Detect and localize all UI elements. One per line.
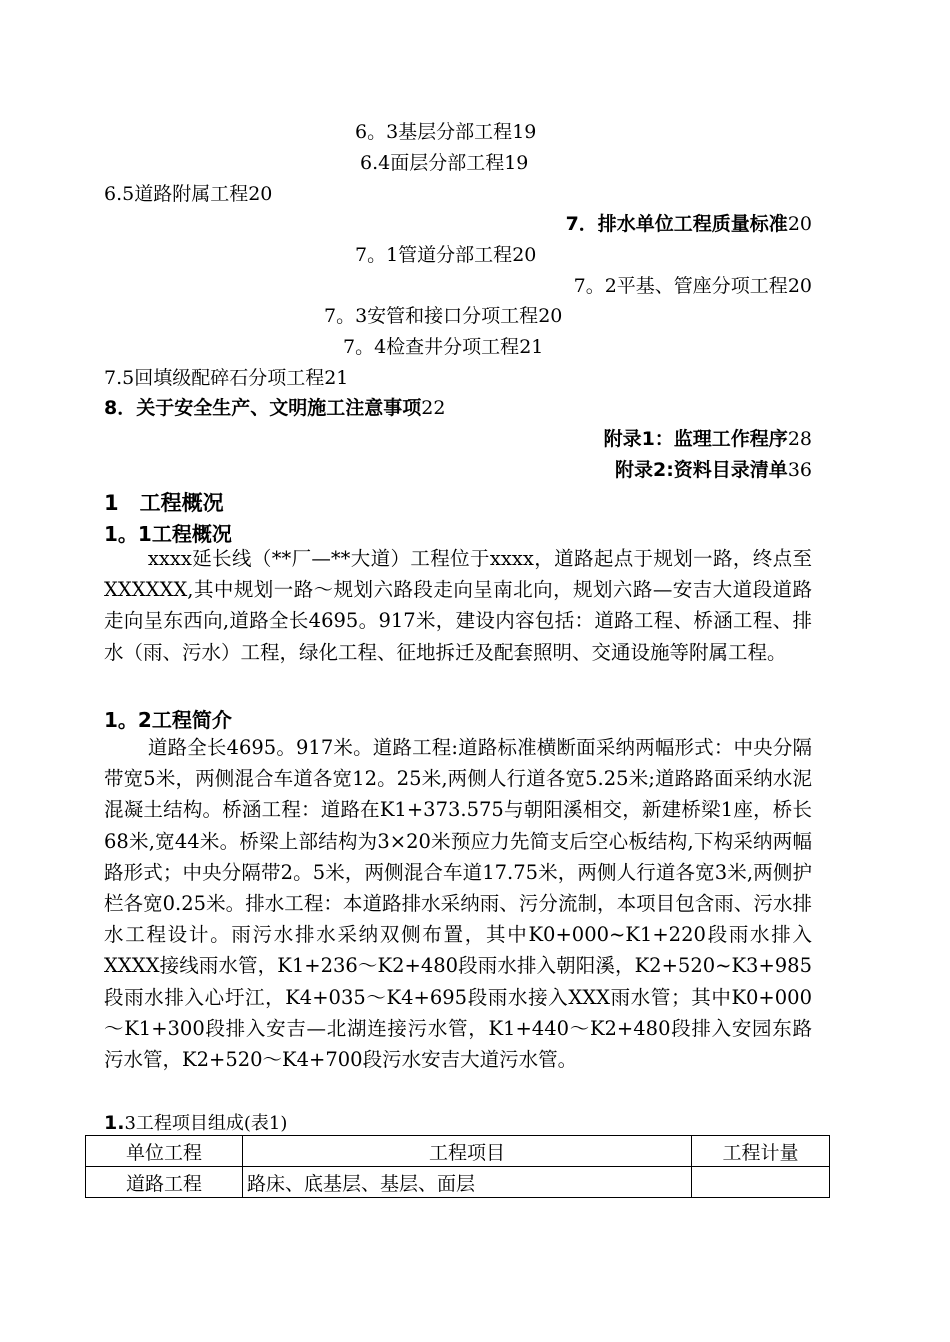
section-heading: 1 工程概况 [104,491,224,515]
table-caption: 1.3工程项目组成(表1) [104,1112,288,1134]
table-cell [692,1167,830,1198]
toc-entry: 6.5道路附属工程20 [104,183,273,205]
table-header-cell: 工程计量 [692,1136,830,1167]
paragraph: xxxx延长线（**厂—**大道）工程位于xxxx，道路起点于规划一路，终点至XXXXXX,其中规划一路～规划六路段走向呈南北向，规划六路—安吉大道段道路走向呈东西向,道路全长4695。917米，建设内容包括：道路工程、桥涵工程、排水（雨、污水）工程，绿化工程、征地拆迁及配套照明、交通设施等附属工程。 [104,547,812,664]
table-header-cell: 工程项目 [243,1136,692,1167]
toc-entry: 7．排水单位工程质量标准20 [565,213,812,235]
subsection-heading: 1。2工程简介 [104,708,232,732]
table-row [86,1167,830,1198]
table-header-row [86,1136,830,1167]
toc-entry: 6.4面层分部工程19 [360,152,529,174]
toc-entry: 6。3基层分部工程19 [355,121,537,143]
toc-entry: 7。2平基、管座分项工程20 [573,275,812,297]
toc-entry: 7。4检查井分项工程21 [343,336,544,358]
toc-entry: 7。1管道分部工程20 [355,244,537,266]
toc-entry: 附录2:资料目录清单36 [614,459,812,481]
table-header-cell: 单位工程 [86,1136,243,1167]
toc-entry: 附录1：监理工作程序28 [603,428,812,450]
subsection-heading: 1。1工程概况 [104,522,232,546]
toc-entry: 7。3安管和接口分项工程20 [324,305,563,327]
toc-entry: 7.5回填级配碎石分项工程21 [104,367,349,389]
table-cell: 道路工程 [86,1167,243,1198]
project-table [85,1135,830,1198]
toc-entry: 8．关于安全生产、文明施工注意事项22 [104,397,446,419]
table-cell: 路床、底基层、基层、面层 [243,1167,692,1198]
paragraph: 道路全长4695。917米。道路工程:道路标准横断面采纳两幅形式：中央分隔带宽5米，两侧混合车道各宽12。25米,两侧人行道各宽5.25米;道路路面采纳水泥混凝土结构。桥涵工程：道路在K1+373.575与朝阳溪相交，新建桥梁1座，桥长68米,宽44米。桥梁上部结构为3×20米预应力先简支后空心板结构,下构采纳两幅路形式；中央分隔带2。5米，两侧混合车道17.75米，两侧人行道各宽3米,两侧护栏各宽0.25米。排水工程：本道路排水采纳雨、污分流制，本项目包含雨、污水排水工程设计。雨污水排水采纳双侧布置，其中K0+000~K1+220段雨水排入XXXX接线雨水管，K1+236～K2+480段雨水排入朝阳溪，K2+520~K3+985段雨水排入心圩江，K4+035～K4+695段雨水接入XXX雨水管；其中K0+000～K1+300段排入安吉—北湖连接污水管，K1+440～K2+480段排入安园东路污水管，K2+520～K4+700段污水安吉大道污水管。 [104,736,812,1072]
